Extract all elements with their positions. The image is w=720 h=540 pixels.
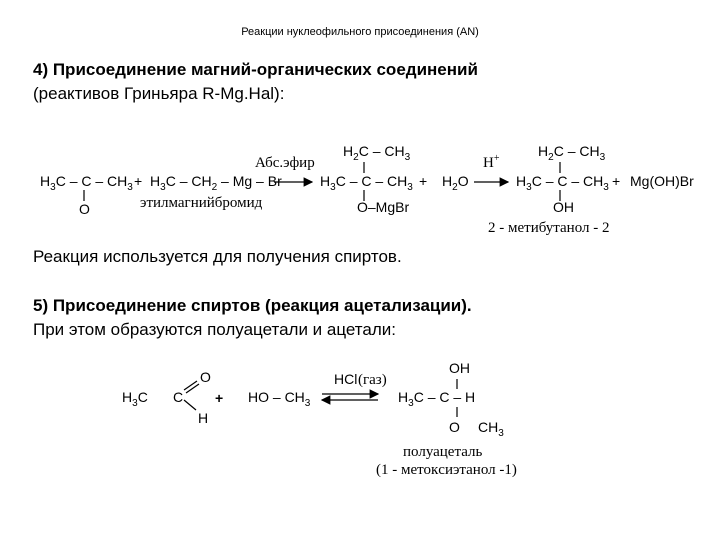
r1-product-bottom: OH <box>553 199 574 215</box>
r2-product: $H_3C$ – C – H <box>398 389 476 409</box>
r1-plus2: + <box>419 173 428 189</box>
section4-title: 4) Присоединение магний-органических соединений <box>33 60 478 79</box>
r1-product-name: 2 - метибутанол - 2 <box>488 220 610 236</box>
r1-intermediate-bottom: O–MgBr <box>357 199 410 215</box>
bond-line <box>184 400 196 410</box>
paragraph-usage: Реакция используется для получения спиртов. <box>33 247 402 266</box>
r2-aldehyde-h: H <box>198 410 209 426</box>
r2-condition-hcl: HCl <box>334 371 358 387</box>
r1-intermediate: $H_3C$ – C – $CH_3$ <box>320 173 413 193</box>
r1-reactant1: $H_3C$ – C – $CH_3$ <box>40 173 133 193</box>
r2-alcohol: HO – $CH_3$ <box>248 389 311 409</box>
section5-subtitle: При этом образуются полуацетали и ацетали: <box>33 320 396 339</box>
bond-line <box>184 381 197 390</box>
header-text: Реакции нуклеофильного присоединения (AN) <box>241 26 479 38</box>
r1-byproduct: Mg(OH)Br <box>630 173 694 189</box>
section4-subtitle: (реактивов Гриньяра R-Mg.Hal): <box>33 84 285 103</box>
section5-title: 5) Присоединение спиртов (реакция ацетализации). <box>33 296 472 315</box>
r1-intermediate-top: $H_2C - CH_3$ <box>343 143 411 163</box>
r1-reactant1-oxygen: O <box>79 201 90 217</box>
r1-condition1: Абс.эфир <box>255 155 315 171</box>
r1-reactant2: $H_3C - CH_2$ – Mg – Br <box>150 173 282 193</box>
r1-water: $H_2O$ <box>442 173 469 193</box>
r2-product-o: O <box>449 419 460 435</box>
r2-product-ch3: $CH_3$ <box>478 419 504 439</box>
r2-product-iupac: (1 - метокcиэтанол -1) <box>376 462 517 478</box>
r2-aldehyde-o: O <box>200 369 211 385</box>
r2-aldehyde-ch3: $H_3C$ <box>122 389 148 409</box>
r1-condition2: H+ <box>483 153 500 171</box>
r2-product-name: полуацеталь <box>403 444 483 460</box>
r2-condition-gas: (газ) <box>358 372 387 388</box>
r1-plus1: + <box>134 173 143 189</box>
bond-line <box>186 384 199 393</box>
r2-product-top: OH <box>449 360 470 376</box>
r1-plus3: + <box>612 173 621 189</box>
r2-aldehyde-c: C <box>173 389 184 405</box>
r1-product: $H_3C$ – C – $CH_3$ <box>516 173 609 193</box>
r2-plus: + <box>215 390 224 406</box>
r1-product-top: $H_2C - CH_3$ <box>538 143 606 163</box>
r1-reactant2-name: этилмагнийбромид <box>140 195 263 211</box>
